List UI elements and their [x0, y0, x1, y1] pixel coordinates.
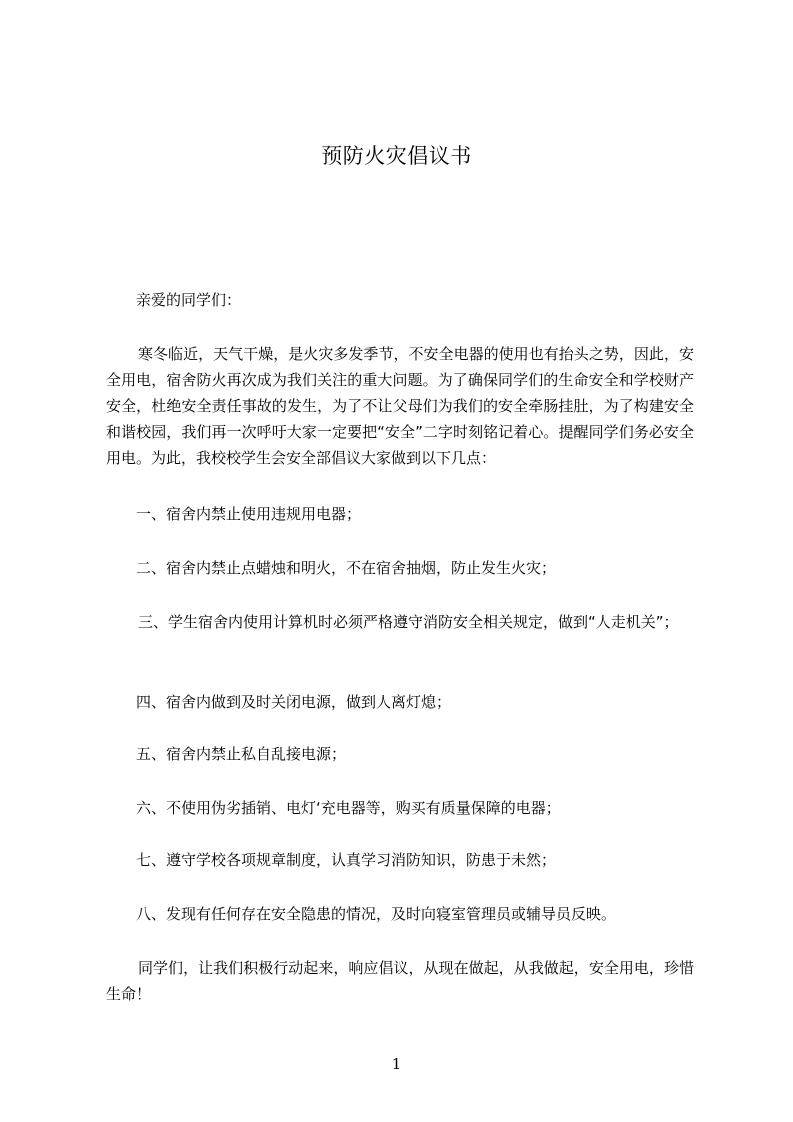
- list-item-4: 四、宿舍内做到及时关闭电源，做到人离灯熄；: [136, 693, 452, 711]
- page-number: 1: [391, 1055, 402, 1073]
- list-item-5: 五、宿舍内禁止私自乱接电源；: [136, 745, 347, 763]
- list-item-6: 六、不使用伪劣插销、电灯‘充电器等，购买有质量保障的电器；: [136, 799, 561, 817]
- list-item-7: 七、遵守学校各项规章制度，认真学习消防知识，防患于未然；: [136, 851, 557, 869]
- list-item-3: 三、学生宿舍内使用计算机时必须严格遵守消防安全相关规定，做到“人走机关”；: [138, 613, 679, 631]
- list-item-1: 一、宿舍内禁止使用违规用电器；: [136, 505, 362, 523]
- document-title: 预防火灾倡议书: [321, 144, 472, 168]
- closing-paragraph: 同学们，让我们积极行动起来，响应倡议，从现在做起，从我做起，安全用电，珍惜生命！: [106, 959, 694, 1003]
- salutation: 亲爱的同学们：: [136, 291, 242, 309]
- list-item-8: 八、发现有任何存在安全隐患的情况，及时向寝室管理员或辅导员反映。: [136, 905, 617, 923]
- list-item-2: 二、宿舍内禁止点蜡烛和明火，不在宿舍抽烟，防止发生火灾；: [136, 559, 557, 577]
- intro-paragraph: 寒冬临近，天气干燥，是火灾多发季节，不安全电器的使用也有抬头之势，因此，安全用电，宿舍防火再次成为我们关注的重大问题。为了确保同学们的生命安全和学校财产安全，杜绝安全责任事故的发生，为了不让父母们为我们的安全牵肠挂肚，为了构建安全和谐校园，我们再一次呼吁大家一定要把“安全”二字时刻铭记着心。提醒同学们务必安全用电。为此，我校校学生会安全部倡议大家做到以下几点：: [106, 345, 694, 467]
